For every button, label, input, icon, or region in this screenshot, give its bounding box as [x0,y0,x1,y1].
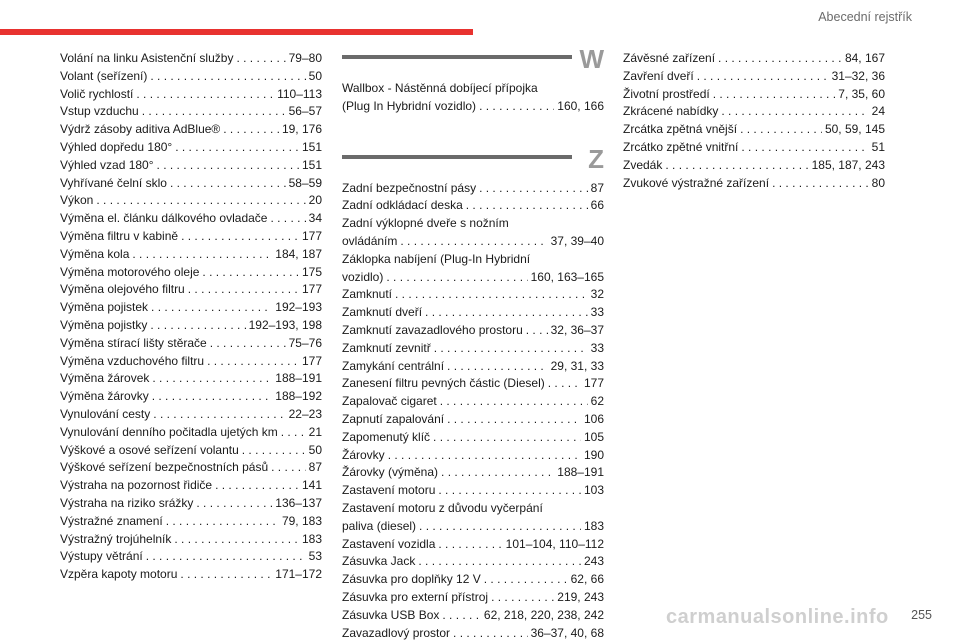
index-entry-term: Výstražné znamení [60,513,163,528]
section-w-entries [342,80,604,116]
index-entry-term: Vzpěra kapoty motoru [60,567,178,582]
index-entry-pages: 183 [583,518,604,533]
dot-leader [150,317,245,335]
index-entry-term: Výhled dopředu 180° [60,139,173,154]
index-entry-pages: 79, 183 [281,513,322,528]
dot-leader [202,264,299,282]
index-entry [623,68,885,86]
index-entry-pages: 103 [583,483,604,498]
index-entry-term: Vyhřívané čelní sklo [60,175,167,190]
dot-leader [740,121,822,139]
index-entry [60,531,322,549]
index-entry-term: Výdrž zásoby aditiva AdBlue® [60,122,221,137]
index-entry-term: Zásuvka pro externí přístroj [342,589,489,604]
index-entry-pages: 37, 39–40 [550,233,604,248]
index-entry-pages: 36–37, 40, 68 [530,625,604,640]
section-header-z [342,143,604,176]
index-entry [623,139,885,157]
index-entry-term: Volant (seřízení) [60,68,148,83]
index-entry-pages: 101–104, 110–112 [505,536,604,551]
index-entry-pages: 33 [590,340,604,355]
index-entry-pages: 58–59 [288,175,322,190]
index-entry-pages: 110–113 [277,86,322,101]
dot-leader [142,103,286,121]
index-entry-term: Zapomenutý klíč [342,429,431,444]
index-entry-term: Výstražný trojúhelník [60,531,172,546]
dot-leader [395,286,588,304]
dot-leader [270,210,305,228]
dot-leader [447,411,581,429]
dot-leader [418,553,581,571]
index-entry-pages: 33 [590,305,604,320]
index-entry-term: Výkon [60,193,94,208]
section-rule [342,155,572,159]
index-entry-pages: 80 [871,175,885,190]
section-letter-w: W [579,44,604,74]
index-entry [60,210,322,228]
dot-leader [425,304,588,322]
index-entry-term: Zavazadlový prostor [342,625,451,640]
dot-leader [215,477,299,495]
index-entry [623,103,885,121]
dot-leader [453,625,528,642]
index-entry-term: Zapalovač cigaret [342,394,437,409]
index-entry-term: Zvukové výstražné zařízení [623,175,770,190]
index-entry-pages: 190 [583,447,604,462]
index-entry [60,50,322,68]
index-entry [342,304,604,322]
dot-leader [96,192,305,210]
index-entry [342,233,604,251]
index-entry-term: Žárovky (výměna) [342,465,439,480]
index-entry-pages: 79–80 [288,51,322,65]
index-entry-pages: 177 [583,376,604,391]
index-entry [342,625,604,642]
dot-leader [665,157,808,175]
dot-leader [207,353,299,371]
watermark: carmanualsonline.info [666,606,889,628]
index-entry-pages: 151 [301,157,322,172]
index-entry [60,442,322,460]
dot-leader [242,442,306,460]
index-entry [60,68,322,86]
index-entry-term: vozidlo) [342,269,384,284]
dot-leader [772,175,869,193]
dot-leader [386,269,527,287]
dot-leader [434,340,588,358]
index-entry-line: Zadní výklopné dveře s nožním [342,216,509,231]
dot-leader [157,157,299,175]
index-entry-pages: 160, 166 [557,98,604,113]
index-entry-pages: 136–137 [275,495,322,510]
dot-leader [713,86,836,104]
dot-leader [271,459,306,477]
index-entry-term: Výměna žárovky [60,389,149,404]
index-entry-pages: 62, 66 [570,572,604,587]
index-entry-term: Zkrácené nabídky [623,104,719,119]
dot-leader [479,180,588,198]
index-entry [60,192,322,210]
index-entry [60,228,322,246]
section-header-w [342,44,604,76]
header-accent-bar [0,29,473,35]
index-entry [623,86,885,104]
index-entry-pages: 20 [308,193,322,208]
index-entry-term: Výškové a osové seřízení volantu [60,442,239,457]
index-entry-term: Zamknutí zevnitř [342,340,431,355]
index-entry [60,317,322,335]
dot-leader [152,370,272,388]
index-entry-pages: 192–193 [275,300,322,315]
page-header-title: Abecední rejstřík [818,10,912,24]
index-entry [342,518,604,536]
dot-leader [438,536,502,554]
dot-leader [146,548,306,566]
section-rule [342,55,572,59]
index-entry-pages: 32, 36–37 [550,322,604,337]
index-entry-term: Zadní bezpečnostní pásy [342,180,477,195]
index-entry-term: Zásuvka Jack [342,554,416,569]
index-entry-term: Žárovky [342,447,385,462]
index-entry [342,411,604,429]
dot-leader [433,429,581,447]
index-entry-pages: 21 [308,424,322,439]
index-entry-term: paliva (diesel) [342,518,417,533]
index-entry [623,50,885,68]
dot-leader [526,322,548,340]
index-entry [342,482,604,500]
index-entry [342,447,604,465]
index-entry-term: Vstup vzduchu [60,104,139,119]
index-entry-term: Vynulování denního počitadla ujetých km [60,424,278,439]
page-number: 255 [911,608,932,622]
dot-leader [180,566,272,584]
index-entry-line: Zastavení motoru z důvodu vyčerpání [342,500,543,515]
index-entry [342,180,604,198]
index-entry-pages: 188–191 [275,371,322,386]
dot-leader [400,233,547,251]
dot-leader [442,607,481,625]
index-entry-term: Výměna žárovek [60,371,150,386]
index-entry [60,139,322,157]
index-entry-term: Zastavení motoru [342,483,436,498]
index-entry [60,370,322,388]
index-entry [342,286,604,304]
index-entry-term: Výstraha na riziko srážky [60,495,194,510]
index-entry-pages: 75–76 [288,335,322,350]
dot-leader [181,228,299,246]
dot-leader [136,86,274,104]
index-entry-pages: 188–191 [557,465,604,480]
index-entry [60,121,322,139]
index-entry-term: Zvedák [623,157,663,172]
index-entry-pages: 51 [871,139,885,154]
index-entry-term: Výměna kola [60,246,130,261]
index-entry-term: (Plug In Hybridní vozidlo) [342,98,477,113]
index-entry [342,197,604,215]
index-entry [60,477,322,495]
index-entry [60,157,322,175]
dot-leader [175,139,299,157]
dot-leader [441,464,554,482]
index-entry-term: Zásuvka USB Box [342,607,440,622]
index-entry [342,571,604,589]
index-entry-pages: 151 [301,139,322,154]
index-entry [60,335,322,353]
dot-leader [150,68,305,86]
dot-leader [479,98,554,116]
index-entry [342,553,604,571]
index-entry [342,393,604,411]
index-entry-term: Zrcátko zpětné vnitřní [623,139,739,154]
index-entry [623,157,885,175]
index-entry [342,429,604,447]
dot-leader [166,513,279,531]
dot-leader [153,406,285,424]
index-entry-line: Wallbox - Nástěnná dobíjecí přípojka [342,81,538,95]
dot-leader [697,68,829,86]
index-entry-pages: 184, 187 [275,246,322,261]
index-entry [60,424,322,442]
index-entry-term: Vynulování cesty [60,406,151,421]
index-entry [60,246,322,264]
index-entry-pages: 34 [308,211,322,226]
index-entry [60,299,322,317]
dot-leader [447,358,548,376]
dot-leader [196,495,272,513]
index-entry-pages: 177 [301,353,322,368]
index-entry [623,121,885,139]
index-entry-term: Zadní odkládací deska [342,198,463,213]
index-entry-term: Závěsné zařízení [623,51,716,65]
index-entry-term: Výškové seřízení bezpečnostních pásů [60,460,269,475]
index-entry-term: Zamknutí [342,287,393,302]
index-entry [342,464,604,482]
index-entry [60,175,322,193]
index-entry-pages: 19, 176 [281,122,322,137]
dot-leader [388,447,581,465]
index-entry [60,495,322,513]
dot-leader [718,50,842,68]
index-entry-term: Volání na linku Asistenční služby [60,51,234,65]
index-entry [342,375,604,393]
index-entry-term: Výhled vzad 180° [60,157,154,172]
index-entry-pages: 87 [308,460,322,475]
dot-leader [419,518,581,536]
index-entry-pages: 50, 59, 145 [824,122,885,137]
index-entry-term: ovládáním [342,233,398,248]
index-entry-pages: 56–57 [288,104,322,119]
dot-leader [188,281,299,299]
index-entry [342,358,604,376]
index-entry-term: Zavření dveří [623,68,694,83]
index-entry [60,353,322,371]
dot-leader [466,197,588,215]
dot-leader [170,175,286,193]
index-entry-pages: 87 [590,180,604,195]
index-entry-term: Zamykání centrální [342,358,445,373]
dot-leader [721,103,868,121]
dot-leader [151,299,272,317]
index-entry-pages: 106 [583,411,604,426]
index-entry-pages: 62 [590,394,604,409]
index-entry-term: Zastavení vozidla [342,536,436,551]
index-column-2 [342,44,604,642]
index-entry [60,459,322,477]
section-letter-z: Z [588,143,604,174]
index-entry-pages: 50 [308,68,322,83]
index-entry-term: Výměna pojistek [60,300,149,315]
index-entry-term: Zamknutí zavazadlového prostoru [342,322,523,337]
index-entry-term: Výměna stírací lišty stěrače [60,335,207,350]
index-entry [342,98,604,116]
index-entry-pages: 50 [308,442,322,457]
dot-leader [438,482,581,500]
index-entry-term: Výstupy větrání [60,549,143,564]
index-entry-pages: 66 [590,198,604,213]
index-entry-term: Zapnutí zapalování [342,411,445,426]
index-entry-term: Zrcátka zpětná vnější [623,122,738,137]
index-entry [342,607,604,625]
index-entry-pages: 188–192 [275,389,322,404]
index-entry [60,86,322,104]
index-entry-pages: 31–32, 36 [831,68,885,83]
index-entry [60,103,322,121]
index-entry [60,281,322,299]
dot-leader [132,246,272,264]
index-entry [342,589,604,607]
index-entry-term: Výměna el. článku dálkového ovladače [60,211,268,226]
dot-leader [548,375,581,393]
index-entry [342,322,604,340]
index-entry-term: Výstraha na pozornost řidiče [60,478,213,493]
index-entry-pages: 141 [301,478,322,493]
dot-leader [440,393,588,411]
index-entry-pages: 219, 243 [557,589,604,604]
index-entry-pages: 105 [583,429,604,444]
index-entry-term: Výměna olejového filtru [60,282,185,297]
dot-leader [210,335,286,353]
index-entry-pages: 243 [583,554,604,569]
dot-leader [491,589,554,607]
index-entry-pages: 177 [301,228,322,243]
index-entry [342,536,604,554]
section-z-entries [342,180,604,642]
dot-leader [236,50,285,68]
index-entry [60,388,322,406]
index-entry-term: Výměna vzduchového filtru [60,353,205,368]
index-column-3 [623,50,885,192]
index-entry-pages: 7, 35, 60 [838,86,885,101]
index-entry-pages: 160, 163–165 [530,269,604,284]
index-column-1 [60,50,322,584]
index-entry-term: Zásuvka pro doplňky 12 V [342,572,481,587]
index-entry-term: Zanesení filtru pevných částic (Diesel) [342,376,545,391]
index-entry [60,566,322,584]
index-entry [342,340,604,358]
dot-leader [484,571,568,589]
index-entry [342,269,604,287]
index-entry-line: Záklopka nabíjení (Plug-In Hybridní [342,251,531,266]
index-entry-term: Výměna pojistky [60,317,148,332]
index-entry-pages: 177 [301,282,322,297]
index-entry [623,175,885,193]
index-entry [60,513,322,531]
dot-leader [281,424,306,442]
index-entry-term: Výměna motorového oleje [60,264,200,279]
index-entry-pages: 185, 187, 243 [811,157,885,172]
index-entry-term: Životní prostředí [623,86,710,101]
dot-leader [174,531,299,549]
dot-leader [741,139,868,157]
index-entry-pages: 183 [301,531,322,546]
index-entry-pages: 62, 218, 220, 238, 242 [483,607,604,622]
dot-leader [152,388,273,406]
index-entry-term: Výměna filtru v kabině [60,228,179,243]
index-entry-pages: 84, 167 [844,51,885,65]
index-entry [60,548,322,566]
dot-leader [223,121,279,139]
index-entry [60,406,322,424]
index-entry-pages: 171–172 [275,567,322,582]
index-entry-term: Volič rychlostí [60,86,134,101]
index-entry-pages: 192–193, 198 [248,317,322,332]
index-entry-term: Zamknutí dveří [342,305,423,320]
index-entry-pages: 53 [308,549,322,564]
index-entry [60,264,322,282]
index-entry-pages: 29, 31, 33 [550,358,604,373]
index-entry-pages: 175 [301,264,322,279]
index-entry-pages: 32 [590,287,604,302]
index-entry-pages: 22–23 [288,406,322,421]
index-entry-pages: 24 [871,104,885,119]
